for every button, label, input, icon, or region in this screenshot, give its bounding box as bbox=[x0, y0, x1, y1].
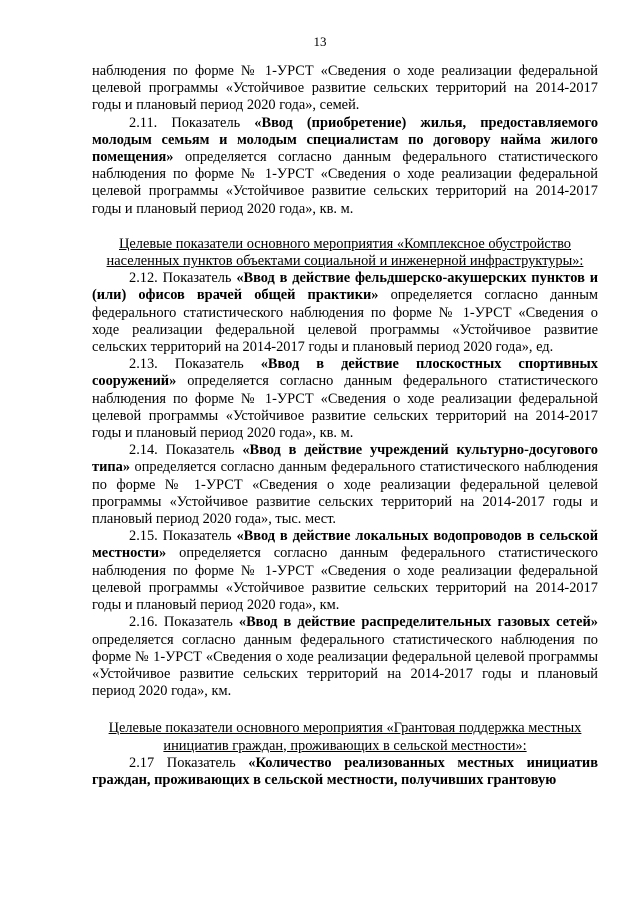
indicator-name: «Ввод в действие учреждений культурно-досугового типа» bbox=[92, 442, 598, 476]
item-number: 2.11. Показатель bbox=[129, 114, 255, 131]
indicator-name: «Ввод (приобретение) жилья, предоставляемого молодым семьям и молодым специалистам по договору найма жилого помещения» bbox=[92, 114, 599, 166]
item-number: 2.13. Показатель bbox=[129, 356, 261, 373]
document-body bbox=[92, 63, 598, 789]
paragraph-2-13 bbox=[92, 356, 598, 442]
item-number: 2.16. Показатель bbox=[129, 614, 239, 631]
item-text: определяется согласно данным федерального статистического наблюдения по форме № 1-УРСТ «Сведения о ходе реализации федеральной целевой программы «Устойчивое развитие сельских территорий на 2014-2017 годы и плановый период 2020 года», км. bbox=[92, 631, 598, 700]
indicator-name: «Ввод в действие локальных водопроводов в сельской местности» bbox=[92, 528, 598, 562]
indicator-name: «Количество реализованных местных инициатив граждан, проживающих в сельской местности, получивших грантовую bbox=[92, 754, 598, 788]
paragraph-2-14 bbox=[92, 442, 598, 528]
paragraph-2-15 bbox=[92, 528, 598, 614]
section-heading-grants: Целевые показатели основного мероприятия «Грантовая поддержка местных инициатив граждан, проживающих в сельской местности»: bbox=[108, 720, 582, 754]
item-text: определяется согласно данным федерального статистического наблюдения по форме № 1-УРСТ «Сведения о ходе реализации федеральной целевой программы «Устойчивое развитие сельских территорий на 2014-2017 годы и плановый период 2020 года», кв. м. bbox=[92, 149, 598, 217]
item-text: определяется согласно данным федерального статистического наблюдения по форме № 1-УРСТ «Сведения о ходе реализации федеральной целевой программы «Устойчивое развитие сельских территорий на 2014-2017 годы и плановый период 2020 года», ед. bbox=[92, 287, 598, 356]
item-number: 2.14. Показатель bbox=[129, 442, 243, 459]
item-number: 2.12. Показатель bbox=[129, 270, 237, 287]
item-text: определяется согласно данным федерального статистического наблюдения по форме № 1-УРСТ «Сведения о ходе реализации федеральной целевой программы «Устойчивое развитие сельских территорий на 2014-2017 годы и плановый период 2020 года», кв. м. bbox=[92, 373, 598, 442]
paragraph-2-16 bbox=[92, 614, 598, 700]
section-heading-infrastructure: Целевые показатели основного мероприятия «Комплексное обустройство населенных пунктов объектами социальной и инженерной инфраструктуры»: bbox=[106, 235, 584, 270]
indicator-name: «Ввод в действие распределительных газовых сетей» bbox=[238, 614, 598, 631]
paragraph-2-17 bbox=[92, 755, 598, 789]
item-text: определяется согласно данным федерального статистического наблюдения по форме № 1-УРСТ «Сведения о ходе реализации федеральной целевой программы «Устойчивое развитие сельских территорий на 2014-2017 годы и плановый период 2020 года», тыс. мест. bbox=[92, 459, 598, 528]
item-number: 2.15. Показатель bbox=[129, 528, 237, 545]
paragraph-2-11 bbox=[92, 115, 598, 218]
item-number: 2.17 Показатель bbox=[129, 754, 249, 771]
paragraph-continuation: наблюдения по форме № 1-УРСТ «Сведения о ходе реализации федеральной целевой программы «Устойчивое развитие сельских территорий на 2014-2017 годы и плановый период 2020 года», семей. bbox=[92, 63, 598, 114]
paragraph-2-12 bbox=[92, 270, 598, 356]
indicator-name: «Ввод в действие плоскостных спортивных сооружений» bbox=[92, 356, 598, 390]
page-number: 13 bbox=[313, 34, 327, 49]
item-text: определяется согласно данным федерального статистического наблюдения по форме № 1-УРСТ «Сведения о ходе реализации федеральной целевой программы «Устойчивое развитие сельских территорий на 2014-2017 годы и плановый период 2020 года», км. bbox=[92, 545, 598, 614]
indicator-name: «Ввод в действие фельдшерско-акушерских пунктов и (или) офисов врачей общей практики» bbox=[92, 270, 598, 304]
